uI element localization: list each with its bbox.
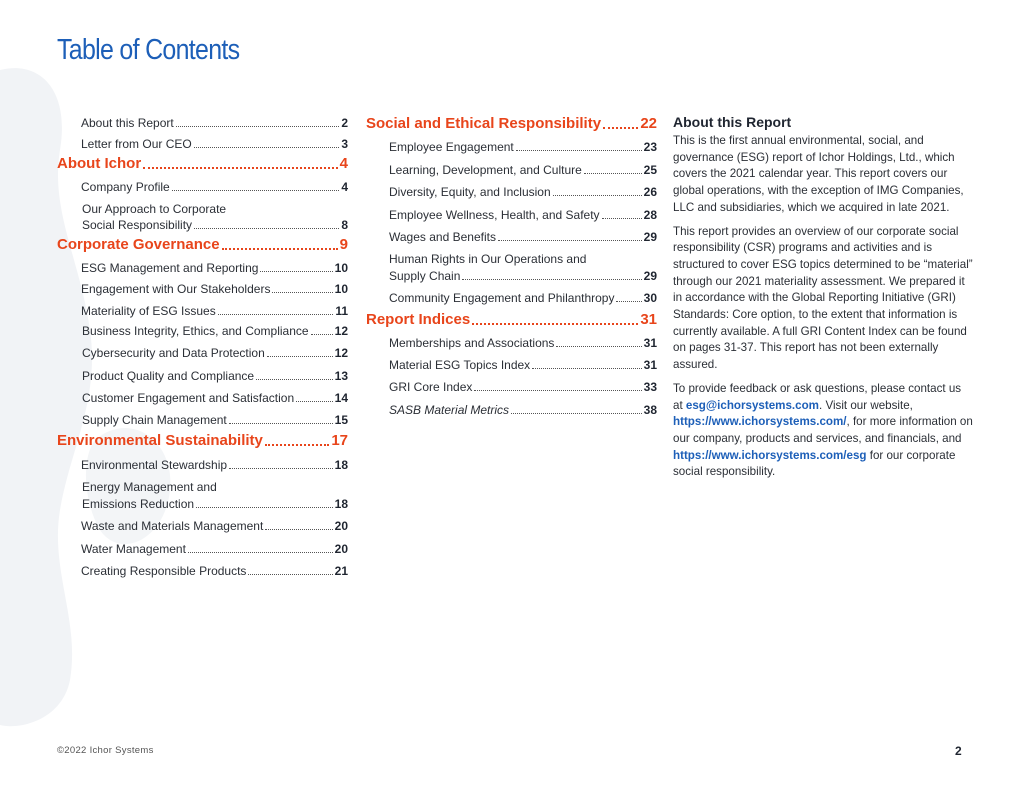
toc-entry-wellness-safety[interactable]: Employee Wellness, Health, and Safety 28 [389, 208, 657, 222]
toc-section-corporate-governance[interactable]: Corporate Governance 9 [57, 236, 348, 253]
email-link[interactable]: esg@ichorsystems.com [685, 398, 819, 412]
footer-copyright: ©2022 Ichor Systems [57, 745, 154, 756]
toc-entry-cybersecurity[interactable]: Cybersecurity and Data Protection 12 [82, 346, 348, 360]
page-title: Table of Contents [57, 34, 240, 66]
toc-section-environmental[interactable]: Environmental Sustainability 17 [57, 432, 348, 449]
toc-entry-csr-approach[interactable]: Social Responsibility 8 [82, 218, 348, 232]
toc-entry-waste-materials[interactable]: Waste and Materials Management 20 [81, 519, 348, 533]
toc-entry-diversity[interactable]: Diversity, Equity, and Inclusion 26 [389, 185, 657, 199]
toc-entry-customer-engagement[interactable]: Customer Engagement and Satisfaction 14 [82, 391, 348, 405]
about-paragraph-2: This report provides an overview of our corporate social responsibility (CSR) programs and activities and is structured to cover ESG topics determined to be “material” through our 2021 materiality assessment. We prepared it in accordance with the Global Reporting Initiative (GRI) Standards: Core option, to the extent that information is currently available. A full GRI Content Index can be found on pages 31-37. This report has not been externally assured. [673, 224, 973, 372]
toc-entry-business-integrity[interactable]: Business Integrity, Ethics, and Compliance 12 [82, 324, 348, 338]
toc-entry-memberships[interactable]: Memberships and Associations 31 [389, 336, 657, 350]
toc-entry-csr-approach-line1[interactable]: Our Approach to Corporate [82, 202, 227, 216]
toc-entry-supply-chain[interactable]: Supply Chain Management 15 [82, 413, 348, 427]
toc-entry-gri-index[interactable]: GRI Core Index 33 [389, 380, 657, 394]
toc-entry-company-profile[interactable]: Company Profile 4 [81, 180, 348, 194]
about-report-panel [673, 114, 973, 488]
toc-entry-human-rights[interactable]: Supply Chain 29 [389, 269, 657, 283]
toc-entry-about-report[interactable]: About this Report 2 [81, 116, 348, 130]
about-paragraph-1: This is the first annual environmental, social, and governance (ESG) report of Ichor Holdings, Ltd., which covers the 2021 calendar year. This report covers our global operations, with the exception of IMG Companies, LLC and subsidiaries, which we acquired in late 2021. [673, 134, 964, 214]
esg-website-link[interactable]: https://www.ichorsystems.com/esg [673, 448, 867, 462]
toc-entry-stakeholder-engagement[interactable]: Engagement with Our Stakeholders 10 [81, 282, 348, 296]
toc-entry-product-quality[interactable]: Product Quality and Compliance 13 [82, 369, 348, 383]
toc-entry-esg-management[interactable]: ESG Management and Reporting 10 [81, 261, 348, 275]
toc-entry-sasb-metrics[interactable]: SASB Material Metrics 38 [389, 403, 657, 417]
toc-entry-responsible-products[interactable]: Creating Responsible Products 21 [81, 564, 348, 578]
toc-entry-wages-benefits[interactable]: Wages and Benefits 29 [389, 230, 657, 244]
toc-section-about-ichor[interactable]: About Ichor 4 [57, 155, 348, 172]
about-paragraph-3: To provide feedback or ask questions, please contact us at esg@ichorsystems.com. Visit our website, https://www.ichorsystems.com/, for more information on our company, products and services, and financials, and https://www.ichorsystems.com/esg for our corporate social responsibility. [673, 381, 973, 479]
about-heading: About this Report [673, 114, 792, 130]
toc-section-report-indices[interactable]: Report Indices 31 [366, 311, 657, 328]
website-link[interactable]: https://www.ichorsystems.com/ [673, 415, 847, 429]
toc-entry-energy-emissions[interactable]: Emissions Reduction 18 [82, 497, 348, 511]
toc-entry-materiality[interactable]: Materiality of ESG Issues 11 [81, 304, 348, 318]
toc-entry-human-rights-line1[interactable]: Human Rights in Our Operations and [389, 252, 587, 266]
toc-entry-environmental-stewardship[interactable]: Environmental Stewardship 18 [81, 458, 348, 472]
toc-entry-employee-engagement[interactable]: Employee Engagement 23 [389, 140, 657, 154]
toc-entry-energy-line1[interactable]: Energy Management and [82, 480, 217, 494]
page-number: 2 [955, 744, 962, 758]
toc-entry-water-management[interactable]: Water Management 20 [81, 542, 348, 556]
toc-entry-material-esg-index[interactable]: Material ESG Topics Index 31 [389, 358, 657, 372]
toc-entry-ceo-letter[interactable]: Letter from Our CEO 3 [81, 137, 348, 151]
toc-section-social-ethical[interactable]: Social and Ethical Responsibility 22 [366, 115, 657, 132]
toc-entry-learning-development[interactable]: Learning, Development, and Culture 25 [389, 163, 657, 177]
toc-entry-community-engagement[interactable]: Community Engagement and Philanthropy 30 [389, 291, 657, 305]
